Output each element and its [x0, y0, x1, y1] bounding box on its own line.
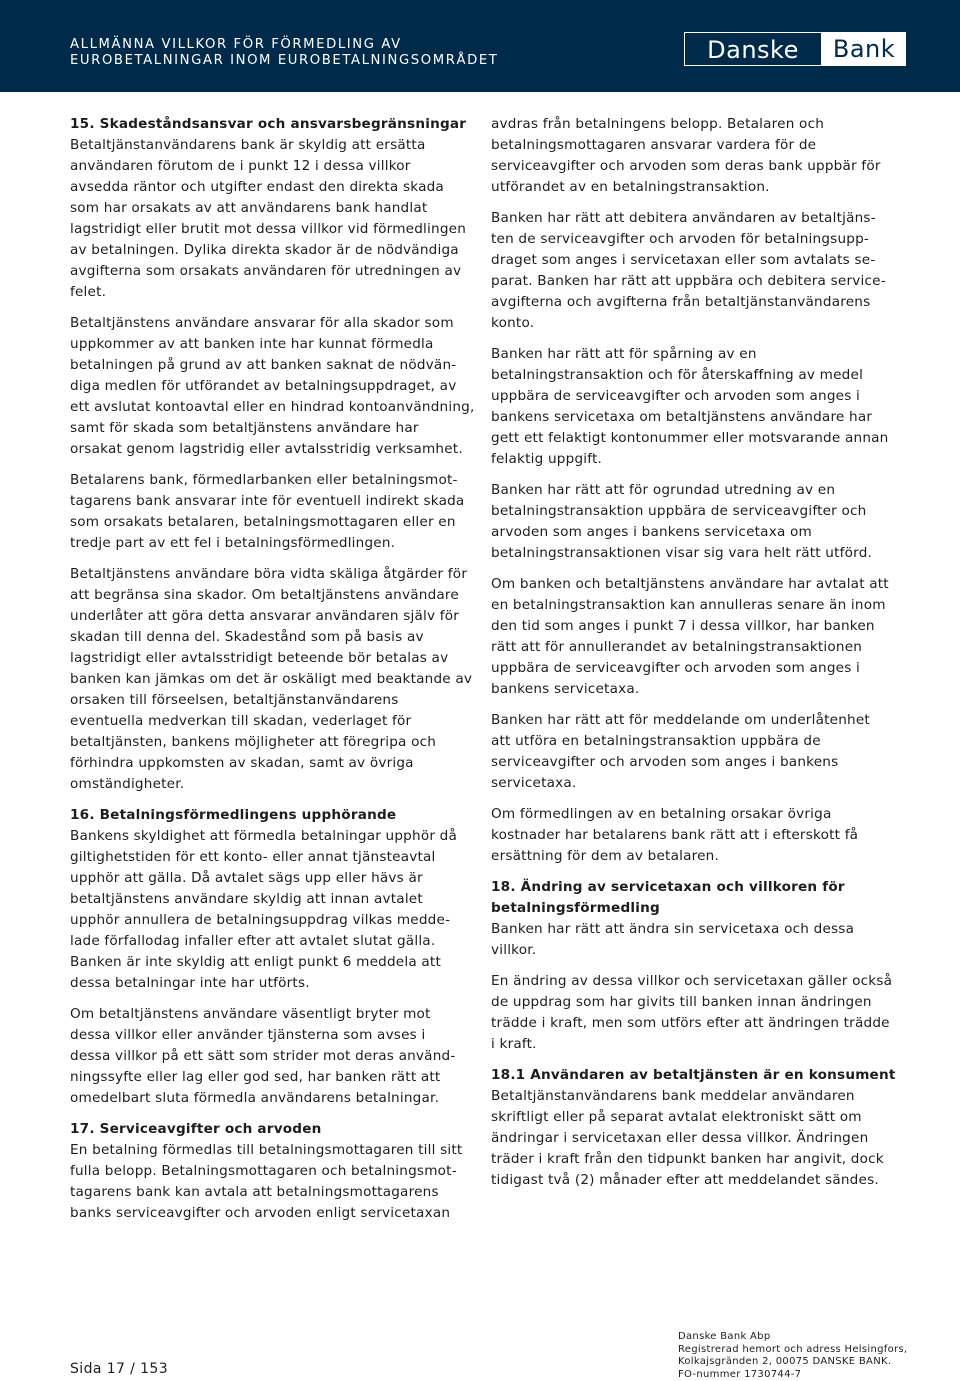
paragraph	[70, 135, 470, 303]
text-line: tredje part av ett fel i betalningsförmedlingen.	[70, 535, 396, 551]
text-line: den tid som anges i punkt 7 i dessa villkor, har banken	[491, 618, 875, 634]
text-line: betalningstransaktion uppbära de serviceavgifter och	[491, 503, 867, 519]
text-line: orsakat genom lagstridig eller avtalsstridig verksamhet.	[70, 441, 463, 457]
text-line: skriftligt eller på separat avtalat elektroniskt sätt om	[491, 1109, 862, 1125]
text-line: rätt att för annullerandet av betalningstransaktionen	[491, 639, 863, 655]
text-line: betalningen på grund av att banken saknat de nödvän-	[70, 357, 457, 373]
company-info-line: Kolkajsgränden 2, 00075 DANSKE BANK.	[678, 1356, 892, 1367]
text-line: ersättning för dem av betalaren.	[491, 848, 719, 864]
text-line: avsedda räntor och utgifter endast den direkta skada	[70, 179, 444, 195]
text-line: Betaltjänstanvändarens bank är skyldig att ersätta	[70, 137, 426, 153]
text-line: banken kan jämkas om det är oskäligt med beaktande av	[70, 671, 473, 687]
text-line: underlåter att göra detta ansvarar användaren själv för	[70, 608, 460, 624]
right-text-column	[491, 114, 896, 1201]
text-line: diga medlen för utförandet av betalningsuppdraget, av	[70, 378, 457, 394]
company-info-line: Danske Bank Abp	[678, 1331, 771, 1342]
text-line: Om förmedlingen av en betalning orsakar övriga	[491, 806, 832, 822]
text-line: felaktig uppgift.	[491, 451, 603, 467]
logo-text-bank: Bank	[822, 32, 906, 66]
paragraph	[70, 564, 473, 795]
text-line: avdras från betalningens belopp. Betalaren och	[491, 116, 825, 132]
paragraph	[491, 1086, 891, 1191]
text-line: träder i kraft från den tidpunkt banken har angivit, dock	[491, 1151, 884, 1167]
paragraph	[70, 313, 475, 460]
paragraph	[70, 1140, 470, 1224]
text-line: avgifterna och avgifterna från betaltjänstanvändarens	[491, 294, 871, 310]
text-line: Betaltjänstens användare böra vidta skäliga åtgärder för	[70, 566, 468, 582]
text-line: lagstridigt eller avtalsstridigt beteende bör betalas av	[70, 650, 449, 666]
text-line: Banken har rätt att debitera användaren av betaltjäns-	[491, 210, 876, 226]
text-line: de uppdrag som har givits till banken innan ändringen	[491, 994, 872, 1010]
text-line: av betalningen. Dylika direkta skador är de nödvändiga	[70, 242, 459, 258]
text-line: Banken har rätt att för spårning av en	[491, 346, 757, 362]
paragraph	[491, 919, 891, 961]
document-title-line-2: EUROBETALNINGAR INOM EUROBETALNINGSOMRÅDET	[70, 53, 499, 68]
text-line: villkor.	[491, 942, 537, 958]
text-line: utförandet av en betalningstransaktion.	[491, 179, 770, 195]
company-info-line: FO-nummer 1730744-7	[678, 1368, 802, 1380]
text-line: trädde i kraft, men som utförs efter att ändringen trädde	[491, 1015, 890, 1031]
paragraph	[491, 710, 891, 794]
text-line: lade förfallodag infaller efter att avtalet slutat gälla.	[70, 933, 436, 949]
text-line: ett avslutat kontoavtal eller en hindrad kontoanvändning,	[70, 399, 475, 415]
text-line: fulla belopp. Betalningsmottagaren och betalningsmot-	[70, 1163, 457, 1179]
section-heading	[491, 877, 891, 919]
text-line: bankens servicetaxa om betaltjänstens användare har	[491, 409, 873, 425]
section-heading	[70, 805, 470, 826]
text-line: felet.	[70, 284, 107, 300]
text-line: ningssyfte eller lag eller god sed, har banken rätt att	[70, 1069, 441, 1085]
text-line: eventuella medverkan till skadan, vederlaget för	[70, 713, 412, 729]
text-line: i kraft.	[491, 1036, 537, 1052]
text-line: ten de serviceavgifter och arvoden för betalningsupp-	[491, 231, 870, 247]
danske-bank-logo	[684, 32, 906, 66]
text-line: 18.1 Användaren av betaltjänsten är en konsument	[491, 1067, 896, 1083]
paragraph	[491, 208, 891, 334]
paragraph	[70, 1004, 470, 1109]
paragraph	[491, 114, 891, 198]
paragraph	[491, 480, 891, 564]
text-line: 16. Betalningsförmedlingens upphörande	[70, 807, 397, 823]
paragraph	[70, 826, 470, 994]
text-line: upphör annullera de betalningsuppdrag vilkas medde-	[70, 912, 451, 928]
text-line: arvoden som anges i bankens servicetaxa om	[491, 524, 812, 540]
paragraph	[491, 804, 891, 867]
text-line: gett ett felaktigt kontonummer eller motsvarande annan	[491, 430, 889, 446]
text-line: dessa villkor eller använder tjänsterna som avses i	[70, 1027, 426, 1043]
text-line: tagarens bank kan avtala att betalningsmottagarens	[70, 1184, 439, 1200]
text-line: dessa villkor på ett sätt som strider mot deras använd-	[70, 1048, 456, 1064]
company-info-line: Registrerad hemort och adress Helsingfors,	[678, 1343, 908, 1355]
section-heading	[70, 114, 470, 135]
paragraph	[491, 344, 891, 470]
text-line: Betaltjänstanvändarens bank meddelar användaren	[491, 1088, 855, 1104]
paragraph	[491, 971, 891, 1055]
text-line: Banken har rätt att för meddelande om underlåtenhet	[491, 712, 870, 728]
text-line: ändringar i servicetaxan eller dessa villkor. Ändringen	[491, 1130, 869, 1146]
text-line: som har orsakats av att användarens bank handlat	[70, 200, 428, 216]
text-line: En ändring av dessa villkor och servicetaxan gäller också	[491, 973, 893, 989]
text-line: serviceavgifter och arvoden som anges i bankens	[491, 754, 839, 770]
text-line: Banken har rätt att för ogrundad utredning av en	[491, 482, 836, 498]
text-line: som orsakats betalaren, betalningsmottagaren eller en	[70, 514, 456, 530]
document-title-line-1: ALLMÄNNA VILLKOR FÖR FÖRMEDLING AV	[70, 37, 402, 52]
text-line: Banken är inte skyldig att enligt punkt 6 meddela att	[70, 954, 441, 970]
text-line: Banken har rätt att ändra sin servicetaxa och dessa	[491, 921, 855, 937]
text-line: 18. Ändring av servicetaxan och villkoren för	[491, 879, 845, 895]
text-line: uppbära de serviceavgifter och arvoden som anges i	[491, 660, 861, 676]
text-line: betalningsförmedling	[491, 900, 660, 916]
text-line: omedelbart sluta förmedla användarens betalningar.	[70, 1090, 440, 1106]
text-line: tagarens bank ansvarar inte för eventuell indirekt skada	[70, 493, 465, 509]
text-line: orsaken till förseelsen, betaltjänstanvändarens	[70, 692, 399, 708]
text-line: draget som anges i servicetaxan eller som avtalats se-	[491, 252, 876, 268]
text-line: betalningstransaktionen visar sig vara helt rätt utförd.	[491, 545, 873, 561]
text-line: uppbära de serviceavgifter och arvoden som anges i	[491, 388, 861, 404]
text-line: tidigast två (2) månader efter att meddelandet sändes.	[491, 1172, 879, 1188]
page-header	[0, 0, 960, 92]
text-line: Betaltjänstens användare ansvarar för alla skador som	[70, 315, 454, 331]
paragraph	[491, 574, 891, 700]
text-line: samt för skada som betaltjänstens användare har	[70, 420, 419, 436]
text-line: kostnader har betalarens bank rätt att i efterskott få	[491, 827, 859, 843]
text-line: Om betaltjänstens användare väsentligt bryter mot	[70, 1006, 431, 1022]
text-line: att begränsa sina skador. Om betaltjänstens användare	[70, 587, 459, 603]
page-number: Sida 17 / 153	[70, 1361, 169, 1377]
text-line: serviceavgifter och arvoden som deras bank uppbär för	[491, 158, 881, 174]
left-text-column	[70, 114, 475, 1234]
section-heading	[70, 1119, 470, 1140]
text-line: bankens servicetaxa.	[491, 681, 640, 697]
text-line: lagstridigt eller brutit mot dessa villkor vid förmedlingen	[70, 221, 467, 237]
section-heading	[491, 1065, 896, 1086]
text-line: förhindra uppkomsten av skadan, samt av övriga	[70, 755, 414, 771]
document-title	[70, 37, 498, 69]
text-line: servicetaxa.	[491, 775, 577, 791]
text-line: en betalningstransaktion kan annulleras senare än inom	[491, 597, 886, 613]
text-line: Betalarens bank, förmedlarbanken eller betalningsmot-	[70, 472, 458, 488]
text-line: Om banken och betaltjänstens användare har avtalat att	[491, 576, 889, 592]
text-line: parat. Banken har rätt att uppbära och debitera service-	[491, 273, 886, 289]
text-line: 15. Skadeståndsansvar och ansvarsbegränsningar	[70, 116, 467, 132]
text-line: betaltjänsten, bankens möjligheter att föregripa och	[70, 734, 437, 750]
text-line: konto.	[491, 315, 535, 331]
text-line: användaren förutom de i punkt 12 i dessa villkor	[70, 158, 411, 174]
text-line: 17. Serviceavgifter och arvoden	[70, 1121, 322, 1137]
text-line: En betalning förmedlas till betalningsmottagaren till sitt	[70, 1142, 463, 1158]
text-line: giltighetstiden för ett konto- eller annat tjänsteavtal	[70, 849, 436, 865]
text-line: omständigheter.	[70, 776, 185, 792]
text-line: upphör att gälla. Då avtalet sägs upp eller hävs är	[70, 870, 423, 886]
text-line: dessa betalningar inte har utförts.	[70, 975, 310, 991]
text-line: banks serviceavgifter och arvoden enligt servicetaxan	[70, 1205, 451, 1221]
text-line: Bankens skyldighet att förmedla betalningar upphör då	[70, 828, 458, 844]
text-line: skadan till denna del. Skadestånd som på basis av	[70, 629, 424, 645]
text-line: betaltjänstens användare skyldig att innan avtalet	[70, 891, 423, 907]
text-line: att utföra en betalningstransaktion uppbära de	[491, 733, 821, 749]
logo-text-danske: Danske	[684, 32, 822, 66]
text-line: uppkommer av att banken inte har kunnat förmedla	[70, 336, 434, 352]
text-line: avgifterna som orsakats användaren för utredningen av	[70, 263, 462, 279]
paragraph	[70, 470, 470, 554]
text-line: betalningsmottagaren ansvarar vardera för de	[491, 137, 817, 153]
company-info	[678, 1331, 907, 1381]
text-line: betalningstransaktion och för återskaffning av medel	[491, 367, 864, 383]
